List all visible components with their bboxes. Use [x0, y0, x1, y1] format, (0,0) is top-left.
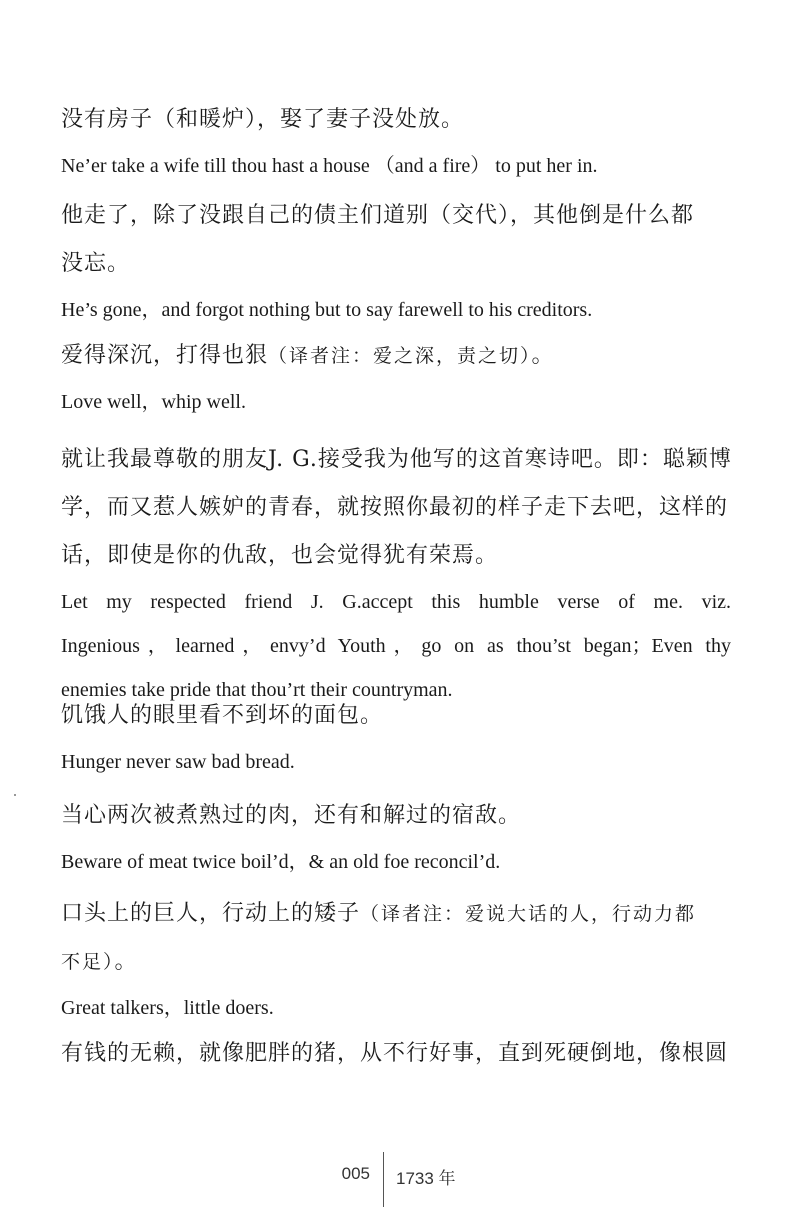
- translator-note: （译者注：爱说大话的人，行动力都: [360, 903, 697, 925]
- proverb-chinese-line: [61, 890, 731, 938]
- proverb-entry-2: [61, 192, 731, 332]
- proverb-chinese-line: 他走了，除了没跟自己的债主们道别（交代），其他倒是什么都: [61, 203, 695, 228]
- translator-note: （译者注：爱之深，责之切）: [268, 345, 532, 367]
- proverb-chinese-end: 。: [531, 343, 555, 368]
- proverb-english: Great talkers，little doers.: [61, 997, 274, 1019]
- footer-year: 1733 年: [396, 1169, 456, 1188]
- proverb-chinese-line: 话，即使是你的仇敌，也会觉得犹有荣焉。: [61, 543, 499, 568]
- proverb-chinese-line: 没忘。: [61, 251, 131, 276]
- proverb-english: Love well，whip well.: [61, 391, 246, 413]
- page-number: 005: [341, 1164, 370, 1183]
- proverb-english: Hunger never saw bad bread.: [61, 751, 295, 773]
- proverb-english-line: Let my respected friend J. G.accept this humble verse of me. viz.: [61, 591, 731, 613]
- proverb-chinese-main: 口头上的巨人，行动上的矮子: [61, 901, 361, 926]
- page-footer: [0, 1152, 800, 1210]
- proverb-entry-8: [61, 1030, 731, 1078]
- proverb-english: Ne’er take a wife till thou hast a house （and a fire） to put her in.: [61, 155, 598, 177]
- proverb-entry-3: [61, 332, 731, 424]
- proverb-entry-1: [61, 96, 731, 188]
- proverb-entry-4: [61, 436, 731, 712]
- proverb-chinese-line: [61, 938, 731, 986]
- proverb-chinese: 饥饿人的眼里看不到坏的面包。: [61, 703, 384, 728]
- proverb-english-line: Ingenious，learned，envy’d Youth，go on as thou’st began；Even thy: [61, 635, 731, 657]
- scan-speck: [14, 794, 16, 796]
- proverb-chinese: 没有房子（和暖炉），娶了妻子没处放。: [61, 107, 465, 132]
- proverb-chinese: 有钱的无赖，就像肥胖的猪，从不行好事，直到死硬倒地，像根圆: [61, 1041, 729, 1066]
- proverb-english: Beware of meat twice boil’d，& an old foe reconcil’d.: [61, 851, 501, 873]
- proverb-chinese: [61, 332, 731, 380]
- proverb-entry-7: [61, 890, 731, 1030]
- proverb-chinese-end: 。: [114, 949, 138, 974]
- translator-note-end: 不足）: [61, 951, 115, 973]
- footer-divider: [383, 1152, 384, 1207]
- proverb-entry-6: [61, 792, 731, 884]
- proverb-english: He’s gone，and forgot nothing but to say farewell to his creditors.: [61, 299, 593, 321]
- proverb-english-line: enemies take pride that thou’rt their countryman.: [61, 679, 453, 701]
- proverb-chinese: 当心两次被煮熟过的肉，还有和解过的宿敌。: [61, 803, 522, 828]
- proverb-chinese-line: 学，而又惹人嫉妒的青春，就按照你最初的样子走下去吧，这样的: [61, 495, 729, 520]
- proverb-chinese-main: 爱得深沉，打得也狠: [61, 343, 269, 368]
- proverb-entry-5: [61, 692, 731, 784]
- proverb-chinese-line: 就让我最尊敬的朋友J. G.接受我为他写的这首寒诗吧。即：聪颖博: [61, 447, 732, 472]
